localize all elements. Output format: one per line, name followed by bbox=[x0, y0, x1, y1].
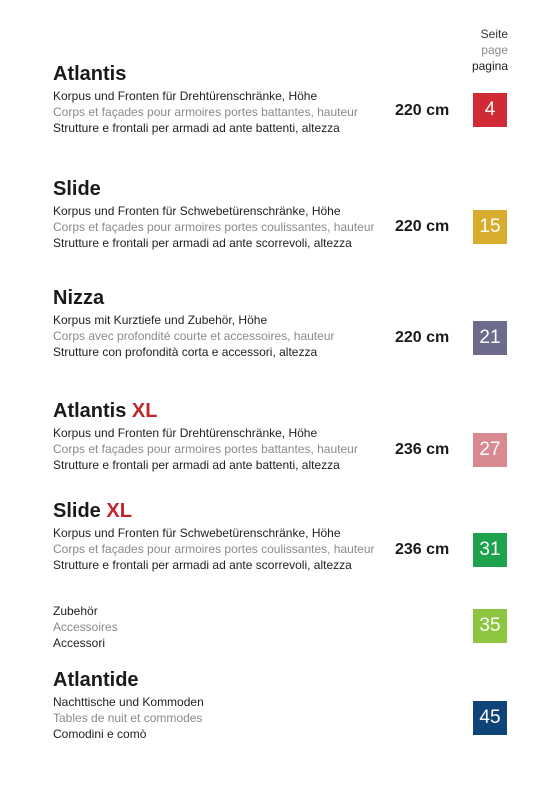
entry-desc-fr: Corps avec profondité courte et accessoires, hauteur bbox=[53, 329, 335, 343]
entry-title bbox=[53, 286, 508, 310]
entry-height: 236 cm bbox=[395, 441, 450, 458]
entry-height: 220 cm bbox=[395, 329, 450, 346]
entry-height: 220 cm bbox=[395, 102, 450, 119]
entry-nizza bbox=[53, 286, 508, 360]
entry-slide-xl bbox=[53, 499, 508, 573]
entry-title bbox=[53, 499, 508, 523]
page-header-it: pagina bbox=[471, 59, 508, 73]
entry-atlantis bbox=[53, 62, 508, 136]
page-number-badge[interactable]: 45 bbox=[473, 701, 507, 735]
entry-title-suffix: XL bbox=[131, 400, 158, 422]
entry-title-text: Atlantis bbox=[53, 63, 127, 85]
entry-desc-fr: Corps et façades pour armoires portes battantes, hauteur bbox=[53, 105, 358, 119]
entry-desc-de: Nachttische und Kommoden bbox=[53, 695, 204, 709]
entry-title bbox=[53, 668, 508, 692]
entry-accessories bbox=[53, 603, 508, 651]
page-header-fr: page bbox=[481, 43, 508, 57]
page-number-badge[interactable]: 21 bbox=[473, 321, 507, 355]
entry-title bbox=[53, 177, 508, 201]
entry-title bbox=[53, 399, 508, 423]
entry-title-text: Atlantis bbox=[53, 400, 127, 422]
entry-height: 220 cm bbox=[395, 218, 450, 235]
entry-desc-fr: Tables de nuit et commodes bbox=[53, 711, 203, 725]
entry-title-text: Slide bbox=[53, 500, 101, 522]
entry-desc-it: Strutture e frontali per armadi ad ante battenti, altezza bbox=[53, 458, 340, 472]
entry-title-text: Atlantide bbox=[53, 669, 139, 691]
entry-title-suffix: XL bbox=[106, 500, 132, 522]
entry-desc-de: Korpus und Fronten für Drehtürenschränke, Höhe bbox=[53, 89, 318, 103]
entry-desc-de: Zubehör bbox=[53, 604, 98, 618]
entry-atlantide bbox=[53, 668, 508, 742]
page-number-badge[interactable]: 4 bbox=[473, 93, 507, 127]
page-header-de: Seite bbox=[480, 27, 508, 41]
entry-title-text: Slide bbox=[53, 178, 101, 200]
entry-height: 236 cm bbox=[395, 541, 450, 558]
page-number-badge[interactable]: 15 bbox=[473, 210, 507, 244]
entry-desc-de: Korpus und Fronten für Schwebetürenschränke, Höhe bbox=[53, 526, 341, 540]
entry-desc-it: Strutture e frontali per armadi ad ante battenti, altezza bbox=[53, 121, 340, 135]
entry-desc-fr: Accessoires bbox=[53, 620, 118, 634]
entry-atlantis-xl bbox=[53, 399, 508, 473]
entry-desc-it: Strutture con profondità corta e accessori, altezza bbox=[53, 345, 318, 359]
entry-desc-it: Comodini e comò bbox=[53, 727, 147, 741]
entry-desc-fr: Corps et façades pour armoires portes coulissantes, hauteur bbox=[53, 220, 375, 234]
entry-desc-de: Korpus mit Kurztiefe und Zubehör, Höhe bbox=[53, 313, 268, 327]
entry-title-text: Nizza bbox=[53, 287, 105, 309]
entry-desc-it: Strutture e frontali per armadi ad ante scorrevoli, altezza bbox=[53, 236, 352, 250]
entry-desc-de: Korpus und Fronten für Drehtürenschränke, Höhe bbox=[53, 426, 318, 440]
page-number-badge[interactable]: 31 bbox=[473, 533, 507, 567]
entry-slide bbox=[53, 177, 508, 251]
entry-title bbox=[53, 62, 508, 86]
entry-desc-it: Strutture e frontali per armadi ad ante scorrevoli, altezza bbox=[53, 558, 352, 572]
page-number-badge[interactable]: 35 bbox=[473, 609, 507, 643]
entry-desc-de: Korpus und Fronten für Schwebetürenschränke, Höhe bbox=[53, 204, 341, 218]
page-number-badge[interactable]: 27 bbox=[473, 433, 507, 467]
entry-desc-fr: Corps et façades pour armoires portes coulissantes, hauteur bbox=[53, 542, 375, 556]
entry-desc-it: Accessori bbox=[53, 636, 106, 650]
entry-desc-fr: Corps et façades pour armoires portes battantes, hauteur bbox=[53, 442, 358, 456]
